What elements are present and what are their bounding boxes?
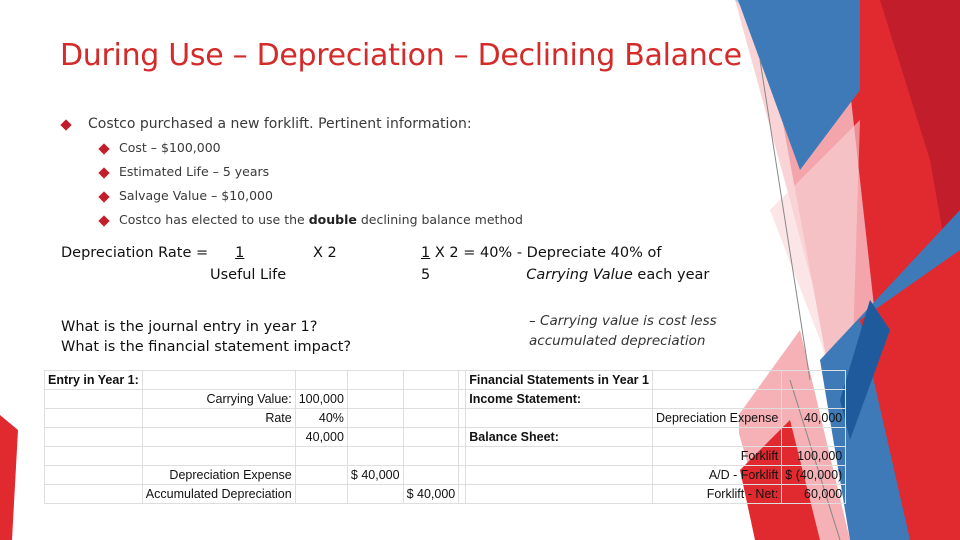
table-cell: Carrying Value: <box>142 390 295 409</box>
table-cell <box>403 409 459 428</box>
table-cell: $ (40,000) <box>782 466 846 485</box>
table-cell: Financial Statements in Year 1 <box>466 371 653 390</box>
table-cell <box>142 447 295 466</box>
table-cell: Rate <box>142 409 295 428</box>
table-cell: 40,000 <box>782 409 846 428</box>
table-cell: 40% <box>295 409 347 428</box>
table-cell <box>403 428 459 447</box>
table-cell: $ 40,000 <box>403 485 459 504</box>
formula-denominator: Useful Life <box>210 267 287 283</box>
spreadsheet-image <box>44 370 843 506</box>
table-cell: Balance Sheet: <box>466 428 653 447</box>
table-cell <box>459 447 466 466</box>
table-cell <box>347 409 403 428</box>
table-cell: 60,000 <box>782 485 846 504</box>
table-cell <box>466 485 653 504</box>
table-row <box>45 409 846 428</box>
table-cell: Forklift - Net: <box>652 485 781 504</box>
questions <box>61 317 351 357</box>
table-cell <box>347 447 403 466</box>
slide-title: During Use – Depreciation – Declining Balance <box>60 38 742 73</box>
table-cell <box>782 390 846 409</box>
table-cell <box>466 466 653 485</box>
table-cell <box>459 371 466 390</box>
table-cell <box>45 428 143 447</box>
table-cell: Entry in Year 1: <box>45 371 143 390</box>
carrying-value-note: – Carrying value is cost less accumulated depreciation <box>529 313 717 349</box>
table-cell <box>142 371 295 390</box>
table-cell <box>45 447 143 466</box>
table-cell <box>347 428 403 447</box>
formula-multiplier: X 2 <box>313 245 337 261</box>
rate-explanation-line1: 1 X 2 = 40% - Depreciate 40% of <box>421 245 662 261</box>
table-row <box>45 390 846 409</box>
table-cell <box>782 371 846 390</box>
table-cell: A/D - Forklift <box>652 466 781 485</box>
table-cell <box>347 371 403 390</box>
table-cell <box>295 371 347 390</box>
table-cell <box>466 447 653 466</box>
table-cell <box>459 409 466 428</box>
intro-text: Costco purchased a new forklift. Pertinent information: <box>88 116 472 132</box>
table-row <box>45 371 846 390</box>
table-cell: Income Statement: <box>466 390 653 409</box>
table-cell <box>45 390 143 409</box>
table-cell: 100,000 <box>295 390 347 409</box>
table-cell: $ 40,000 <box>347 466 403 485</box>
table-cell <box>459 428 466 447</box>
table-cell <box>403 447 459 466</box>
table-cell <box>45 466 143 485</box>
table-row <box>45 485 846 504</box>
table-cell <box>466 409 653 428</box>
table-cell <box>295 485 347 504</box>
table-cell <box>652 371 781 390</box>
table-cell <box>295 466 347 485</box>
table-cell <box>782 428 846 447</box>
question-journal-entry: What is the journal entry in year 1? <box>61 319 318 335</box>
depreciation-rate-formula: Depreciation Rate = 1 <box>61 245 267 261</box>
rate-explanation-line2: 5 Carrying Value each year <box>421 267 710 283</box>
table-cell: 100,000 <box>782 447 846 466</box>
table-cell <box>347 390 403 409</box>
table-cell <box>347 485 403 504</box>
table-cell: Accumulated Depreciation <box>142 485 295 504</box>
table-cell <box>459 466 466 485</box>
table-cell <box>459 390 466 409</box>
worksheet-table <box>44 370 846 504</box>
table-row <box>45 447 846 466</box>
table-cell <box>459 485 466 504</box>
table-cell <box>403 371 459 390</box>
table-cell: Forklift <box>652 447 781 466</box>
table-row <box>45 466 846 485</box>
table-cell <box>403 466 459 485</box>
table-cell: 40,000 <box>295 428 347 447</box>
question-statement-impact: What is the financial statement impact? <box>61 339 352 355</box>
formula-numerator: 1 <box>235 245 245 261</box>
table-cell <box>295 447 347 466</box>
table-cell <box>45 409 143 428</box>
table-row <box>45 428 846 447</box>
table-cell <box>45 485 143 504</box>
table-cell <box>403 390 459 409</box>
table-cell: Depreciation Expense <box>142 466 295 485</box>
table-cell <box>652 428 781 447</box>
table-cell <box>652 390 781 409</box>
table-cell: Depreciation Expense <box>652 409 781 428</box>
table-cell <box>142 428 295 447</box>
